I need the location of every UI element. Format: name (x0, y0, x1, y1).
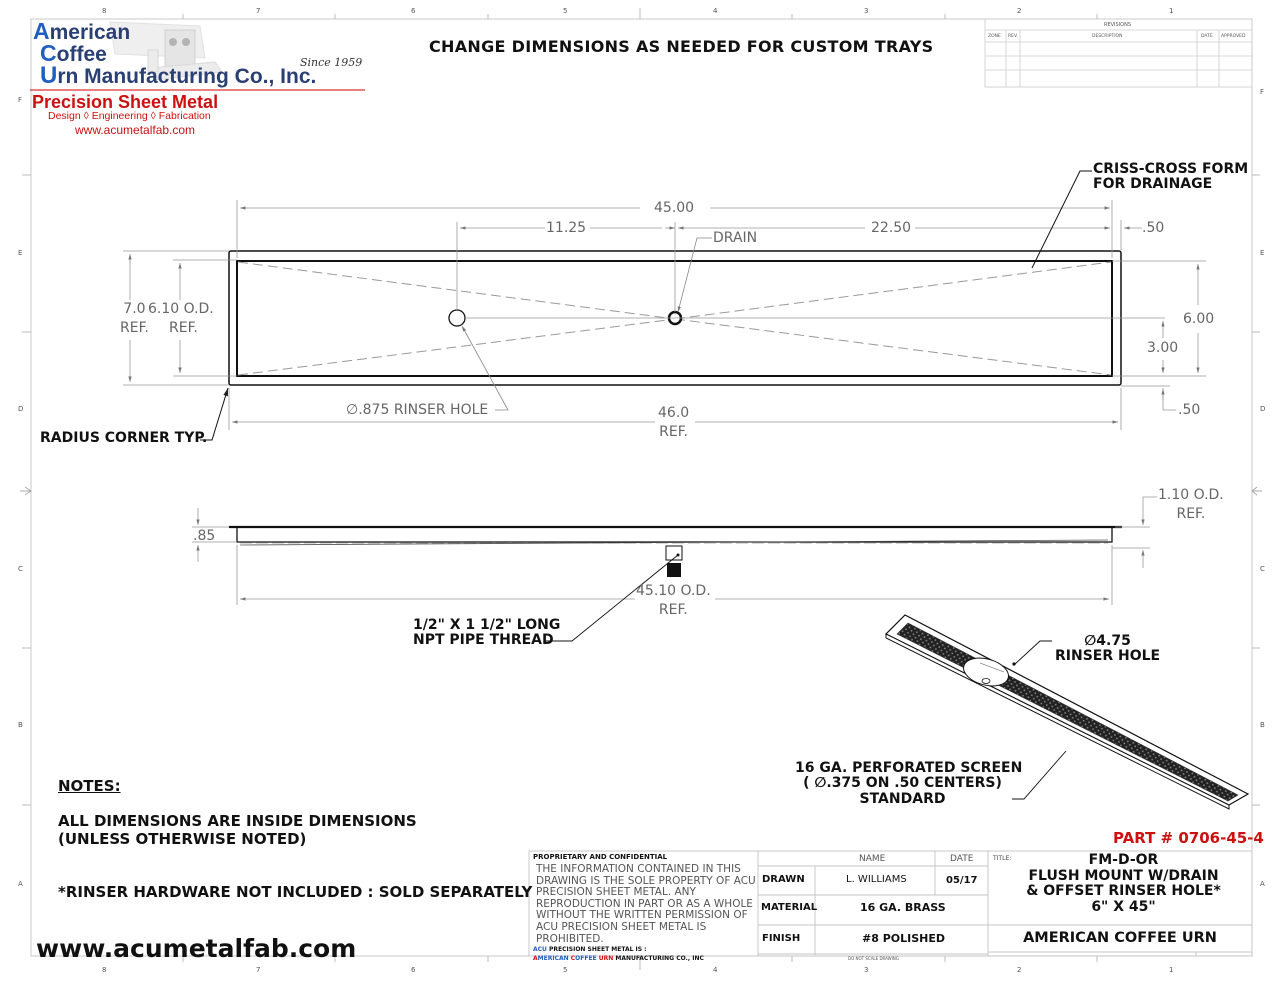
drawing-title (995, 853, 1252, 915)
dim-od-width-value: 6.10 O.D. (148, 301, 214, 317)
radius-corner-callout: RADIUS CORNER TYP. (40, 430, 208, 446)
acu-word-rn: RN (603, 955, 614, 962)
zone-row-label: B (1260, 721, 1265, 729)
zone-col-label: 1 (1169, 7, 1174, 15)
dim-od-height (1158, 487, 1224, 522)
zone-row-label: C (1260, 565, 1265, 573)
dim-half-width: 3.00 (1147, 340, 1179, 356)
rinser-hole-callout (1055, 634, 1160, 665)
proprietary-text: THE INFORMATION CONTAINED IN THIS DRAWING IS THE SOLE PROPERTY OF ACU PRECISION SHEET METAL. ANY REPRODUCTION IN PART OR AS A WHOLE WITHOUT THE WRITTEN PERMISSION OF ACU PRECISION SHEET METAL IS PROHIBITED. (536, 863, 756, 945)
zone-row-label: A (1260, 880, 1265, 888)
part-number: PART # 0706-45-4 (1113, 829, 1264, 847)
zone-row-label: F (1260, 88, 1265, 96)
company-logo (33, 20, 368, 140)
logo-initial-a: A (33, 18, 50, 44)
zone-col-label: 8 (102, 7, 107, 15)
pipe-label-line2: NPT PIPE THREAD (413, 632, 554, 649)
revisions-title: REVISIONS (1104, 22, 1132, 28)
dim-outer-length-value: 46.0 (658, 405, 690, 421)
material-label: MATERIAL (761, 902, 818, 913)
dim-flange-bottom: .50 (1178, 402, 1201, 418)
dim-overall-length: 45.00 (654, 200, 695, 216)
logo-initial-c: C (40, 40, 57, 66)
drawn-label: DRAWN (762, 874, 805, 885)
zone-row-label: E (18, 249, 23, 257)
logo-word-coffee: offee (56, 43, 107, 66)
zone-col-label: 2 (1017, 966, 1022, 974)
dim-outer-length-ref: REF. (659, 424, 688, 441)
screen-line2: ( ∅.375 ON .50 CENTERS) (803, 775, 1002, 792)
pipe-thread-callout (413, 618, 560, 649)
scale-note: DO NOT SCALE DRAWING (848, 956, 899, 961)
dim-od-height-value: 1.10 O.D. (1158, 487, 1224, 503)
dim-rinser-offset: 11.25 (546, 220, 587, 236)
rinser-hole-diameter: ∅4.75 (1084, 633, 1131, 649)
logo-division: Precision Sheet Metal (32, 92, 219, 112)
zone-row-label: A (18, 880, 23, 888)
logo-word-urn-manufacturing: rn Manufacturing Co., Inc. (57, 65, 317, 88)
logo-services: Design ◊ Engineering ◊ Fabrication (48, 110, 211, 122)
dim-outer-length (658, 405, 689, 440)
drain-label: DRAIN (713, 230, 758, 246)
revisions-col-rev: REV. (1008, 34, 1018, 39)
dim-flange-right: .50 (1142, 220, 1165, 236)
acu-prefix: ACU (533, 946, 547, 953)
perforated-screen-callout (795, 760, 1023, 807)
acu-word-offee: OFFEE (575, 955, 599, 962)
dim-depth: .85 (193, 528, 216, 544)
drawn-name: L. WILLIAMS (846, 874, 907, 885)
dim-od-length-value: 45.10 O.D. (636, 583, 711, 599)
zone-col-label: 4 (713, 7, 718, 15)
zone-col-label: 2 (1017, 7, 1022, 15)
zone-col-label: 8 (102, 966, 107, 974)
proprietary-heading: PROPRIETARY AND CONFIDENTIAL (533, 853, 668, 861)
footer-website[interactable]: www.acumetalfab.com (36, 934, 357, 963)
logo-website[interactable]: www.acumetalfab.com (75, 123, 196, 137)
criss-cross-line1: CRISS-CROSS FORM (1093, 161, 1249, 177)
note1-line1: ALL DIMENSIONS ARE INSIDE DIMENSIONS (58, 812, 417, 830)
revisions-col-zone: ZONE (988, 34, 1001, 39)
rinser-hole-label: ∅.875 RINSER HOLE (346, 402, 489, 418)
notes-heading: NOTES: (58, 777, 121, 795)
drawn-date: 05/17 (946, 875, 978, 886)
zone-row-label: D (18, 405, 24, 413)
zone-col-label: 7 (256, 966, 261, 974)
acu-word-merican: MERICAN (537, 955, 571, 962)
zone-col-label: 3 (864, 966, 869, 974)
zone-col-label: 1 (1169, 966, 1174, 974)
title-line4: 6" X 45" (1091, 898, 1156, 915)
instruction-heading: CHANGE DIMENSIONS AS NEEDED FOR CUSTOM TRAYS (429, 37, 934, 56)
acu-letter-a: A (533, 955, 538, 962)
pipe-label-line1: 1/2" X 1 1/2" LONG (413, 617, 561, 633)
zone-row-label: C (18, 565, 23, 573)
dim-outer-width-ref: REF. (120, 320, 149, 337)
finish-label: FINISH (762, 933, 801, 944)
zone-row-label: F (18, 96, 23, 104)
zone-row-label: B (18, 721, 23, 729)
note-inside-dimensions (58, 812, 417, 848)
company-name: AMERICAN COFFEE URN (1023, 930, 1217, 946)
logo-since: Since 1959 (300, 56, 363, 69)
dim-od-width (148, 301, 214, 336)
zone-col-label: 4 (713, 966, 718, 974)
acu-statement-line2 (533, 955, 704, 962)
title-label: TITLE: (993, 855, 1012, 862)
acu-statement-line1 (533, 946, 647, 953)
zone-row-label: E (1260, 249, 1265, 257)
zone-col-label: 5 (563, 7, 568, 15)
title-line3: & OFFSET RINSER HOLE* (1026, 883, 1221, 899)
dim-od-length (636, 583, 711, 618)
title-line2: FLUSH MOUNT W/DRAIN (1028, 867, 1219, 884)
criss-cross-line2: FOR DRAINAGE (1093, 176, 1213, 193)
col-name-header: NAME (859, 854, 886, 864)
logo-initial-u: U (40, 62, 58, 89)
dim-od-length-ref: REF. (658, 602, 688, 619)
revisions-col-approved: APPROVED (1221, 34, 1246, 39)
acu-line2-rest: MANUFACTURING CO., INC (613, 955, 704, 962)
finish-value: #8 POLISHED (862, 932, 945, 945)
zone-col-label: 3 (864, 7, 869, 15)
revisions-col-date: DATE (1201, 34, 1213, 39)
material-value: 16 GA. BRASS (860, 901, 946, 914)
dim-outer-width-value: 7.0 (123, 301, 146, 317)
dim-inside-width: 6.00 (1183, 311, 1215, 327)
zone-col-label: 6 (411, 7, 416, 15)
revisions-col-description: DESCRIPTION (1092, 34, 1123, 39)
dim-od-height-ref: REF. (1176, 506, 1206, 523)
rinser-hole-text: RINSER HOLE (1055, 648, 1161, 665)
zone-col-label: 7 (256, 7, 261, 15)
screen-line3: STANDARD (859, 790, 946, 807)
dim-drain-offset: 22.50 (871, 220, 912, 236)
criss-cross-callout (1093, 162, 1248, 193)
zone-col-label: 5 (563, 966, 568, 974)
screen-line1: 16 GA. PERFORATED SCREEN (795, 760, 1023, 776)
acu-letter-u: U (598, 955, 604, 962)
dim-od-width-ref: REF. (169, 320, 198, 337)
zone-row-label: D (1260, 405, 1266, 413)
acu-line1-rest: PRECISION SHEET METAL IS : (546, 946, 647, 953)
logo-word-american: merican (49, 21, 131, 44)
zone-col-label: 6 (411, 966, 416, 974)
acu-letter-c: C (570, 955, 576, 962)
note-rinser-hardware: *RINSER HARDWARE NOT INCLUDED : SOLD SEPARATELY (58, 883, 533, 901)
col-date-header: DATE (950, 854, 974, 864)
note1-line2: (UNLESS OTHERWISE NOTED) (58, 830, 307, 848)
dim-outer-width (120, 301, 149, 336)
title-line1: FM-D-OR (1088, 852, 1159, 868)
